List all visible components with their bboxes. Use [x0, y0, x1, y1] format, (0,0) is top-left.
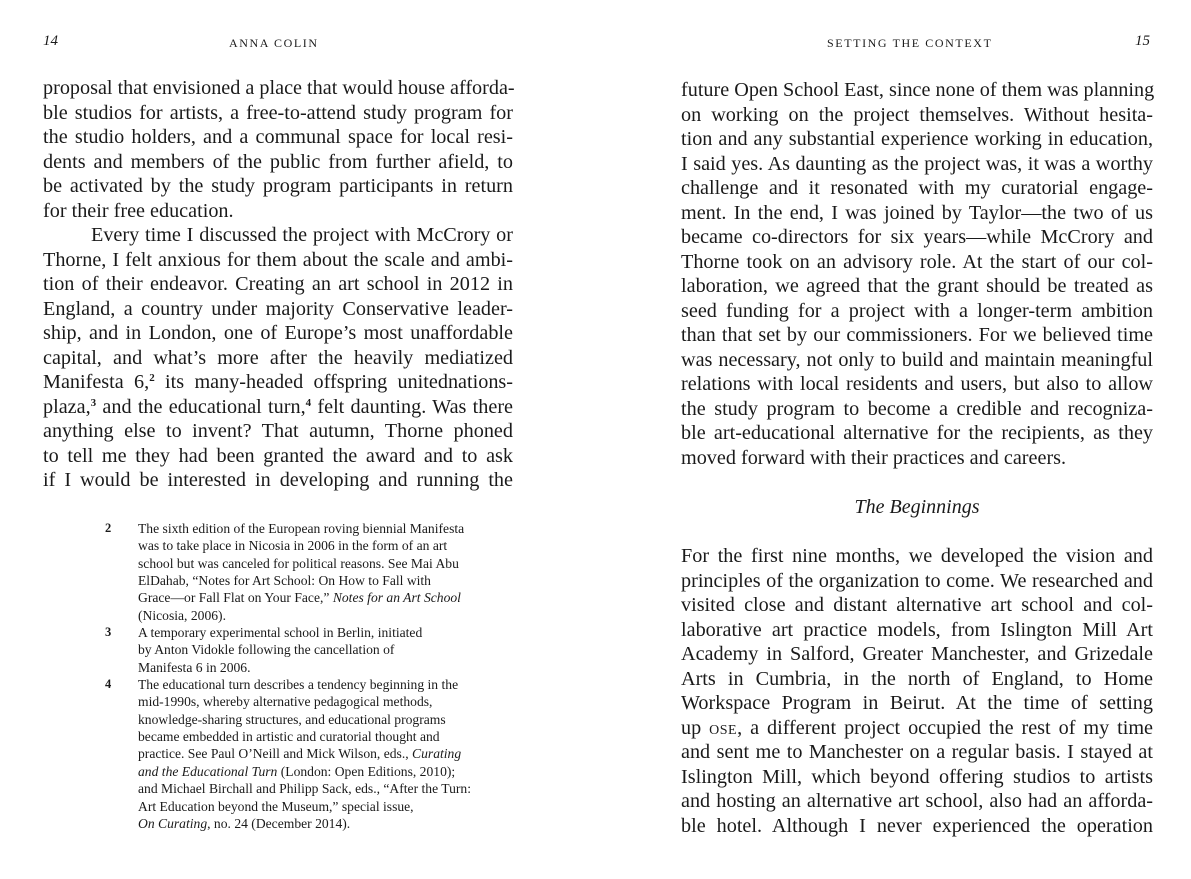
- text-segment: (London: Open Editions, 2010);: [277, 763, 456, 779]
- text-line: I said yes. As daunting as the project was, it was a worthy: [681, 152, 1153, 175]
- text-line: Workspace Program in Beirut. At the time of setting: [681, 692, 1153, 714]
- text-line: capital, and what’s more after the heavily mediatized: [43, 346, 513, 369]
- footnote-line: The sixth edition of the European roving biennial Manifesta: [138, 521, 465, 536]
- page-number: 15: [1135, 33, 1150, 49]
- footnote-2: [105, 520, 525, 624]
- text-line: than that set by our commissioners. For we believed time: [681, 324, 1153, 346]
- footnote-3: [105, 624, 525, 676]
- footnote-ref[interactable]: 4: [305, 396, 312, 409]
- text-segment: up: [681, 716, 710, 739]
- footnote-line: [138, 763, 525, 780]
- text-line: [43, 395, 513, 420]
- footnote-line: (Nicosia, 2006).: [138, 607, 226, 623]
- text-segment: plaza,: [43, 395, 91, 418]
- running-head-author: ANNA COLIN: [229, 36, 319, 50]
- text-line: was necessary, not only to build and maintain meaningful: [681, 348, 1153, 371]
- footnote-line: by Anton Vidokle following the cancellation of: [138, 642, 395, 658]
- footnote-line: [138, 589, 525, 606]
- text-line: ship, and in London, one of Europe’s most unaffordable: [43, 322, 513, 344]
- footnote-line: A temporary experimental school in Berlin, initiated: [138, 625, 423, 641]
- text-segment: , no. 24 (December 2014).: [207, 815, 351, 831]
- left-page: [0, 0, 595, 879]
- text-line: to tell me they had been granted the award and to ask: [43, 444, 513, 467]
- body-text: [43, 76, 513, 493]
- text-line: tion of their endeavor. Creating an art school in 2012 in: [43, 273, 513, 295]
- text-line: if I would be interested in developing and running the: [43, 469, 513, 491]
- text-line: Academy in Salford, Greater Manchester, and Grizedale: [681, 643, 1153, 665]
- text-line: dents and members of the public from further afield, to: [43, 150, 513, 173]
- text-line: on working on the project themselves. Without hesita-: [681, 103, 1153, 126]
- footnote-line: [138, 745, 525, 762]
- footnote-line: school but was canceled for political reasons. See Mai Abu: [138, 555, 459, 571]
- text-line: Arts in Cumbria, in the north of England, to Home: [681, 667, 1153, 690]
- text-line: Thorne took on an advisory role. At the start of our col-: [681, 250, 1153, 273]
- book-title: and the Educational Turn: [138, 763, 278, 779]
- text-segment: its many-headed offspring unitednations-: [154, 371, 513, 393]
- text-line: For the first nine months, we developed the vision and: [681, 545, 1153, 567]
- text-line: relations with local residents and users, but also to allow: [681, 373, 1153, 395]
- text-line: and hosting an alternative art school, also had an afforda-: [681, 790, 1153, 812]
- footnote-ref[interactable]: 2: [149, 372, 155, 384]
- footnote-line: ElDahab, “Notes for Art School: On How to Fall with: [138, 573, 431, 589]
- acronym: ose: [709, 716, 738, 739]
- footnote-number: 3: [105, 625, 112, 640]
- text-line: Islington Mill, which beyond offering studios to artists: [681, 765, 1153, 788]
- footnote-4: [105, 676, 525, 832]
- footnote-line: [138, 815, 525, 832]
- text-line: ble hotel. Although I never experienced the operation: [681, 814, 1153, 837]
- footnote-line: and Michael Birchall and Philipp Sack, eds., “After the Turn:: [138, 781, 471, 797]
- text-line: and sent me to Manchester on a regular basis. I stayed at: [681, 741, 1153, 763]
- text-line: ble studios for artists, a free-to-attend study program for: [43, 101, 513, 124]
- footnote-line: Art Education beyond the Museum,” special issue,: [138, 798, 414, 814]
- text-line: visited close and distant alternative art school and col-: [681, 594, 1153, 616]
- text-line: England, a country under majority Conservative leader-: [43, 297, 513, 320]
- section-heading: The Beginnings: [854, 496, 980, 518]
- footnote-line: was to take place in Nicosia in 2006 in the form of an art: [138, 538, 448, 554]
- text-line: proposal that envisioned a place that would house afforda-: [43, 77, 515, 99]
- text-line: laboration, we agreed that the grant should be treated as: [681, 275, 1153, 297]
- text-line: laborative art practice models, from Islington Mill Art: [681, 618, 1153, 641]
- text-line: seed funding for a project with a longer-term ambition: [681, 299, 1153, 322]
- footnote-line: became embedded in artistic and curatorial thought and: [138, 729, 440, 745]
- text-line: tion and any substantial experience working in education,: [681, 128, 1153, 150]
- footnotes: [105, 520, 525, 832]
- text-line: Thorne, I felt anxious for them about the scale and ambi-: [43, 248, 513, 271]
- text-line: ment. In the end, I was joined by Taylor—the two of us: [681, 201, 1153, 224]
- text-line: moved forward with their practices and careers.: [681, 446, 1067, 469]
- running-head-chapter: SETTING THE CONTEXT: [827, 36, 993, 50]
- text-line: challenge and it resonated with my curatorial engage-: [681, 177, 1153, 199]
- footnote-line: knowledge-sharing structures, and educational programs: [138, 711, 446, 727]
- book-title: Curating: [412, 746, 462, 762]
- text-line: future Open School East, since none of them was planning: [681, 79, 1155, 101]
- text-line: the study program to become a credible and recogniza-: [681, 397, 1153, 420]
- text-segment: Grace—or Fall Flat on Your Face,”: [138, 590, 333, 606]
- footnote-number: 4: [105, 677, 112, 692]
- footnote-line: Manifesta 6 in 2006.: [138, 659, 251, 675]
- footnote-ref[interactable]: 3: [90, 396, 97, 409]
- section-body-text: [681, 544, 1153, 838]
- text-line: be activated by the study program participants in return: [43, 175, 513, 197]
- footnote-line: mid-1990s, whereby alternative pedagogical methods,: [138, 694, 433, 710]
- text-line: principles of the organization to come. We researched and: [681, 569, 1153, 592]
- text-line: ble art-educational alternative for the recipients, as they: [681, 422, 1153, 444]
- text-line: anything else to invent? That autumn, Thorne phoned: [43, 420, 513, 442]
- right-page: [595, 0, 1191, 879]
- text-segment: felt daunting. Was there: [311, 395, 514, 418]
- text-line: [681, 716, 1153, 741]
- text-line: the studio holders, and a communal space for local resi-: [43, 126, 513, 148]
- footnote-number: 2: [105, 521, 112, 535]
- text-segment: Manifesta 6,: [43, 371, 150, 393]
- journal-title: On Curating: [138, 815, 208, 831]
- text-line: Every time I discussed the project with McCrory or: [91, 224, 513, 246]
- page-number: 14: [43, 33, 58, 49]
- body-text: [681, 78, 1153, 470]
- text-line: for their free education.: [43, 199, 234, 222]
- text-segment: , a different project occupied the rest of my time: [737, 716, 1153, 739]
- book-title: Notes for an Art School: [332, 590, 461, 606]
- text-segment: practice. See Paul O’Neill and Mick Wilson, eds.,: [138, 746, 413, 762]
- footnote-line: The educational turn describes a tendency beginning in the: [138, 677, 459, 693]
- text-line: became co-directors for six years—while McCrory and: [681, 226, 1153, 248]
- text-line: [43, 370, 513, 395]
- text-segment: and the educational turn,: [96, 395, 306, 418]
